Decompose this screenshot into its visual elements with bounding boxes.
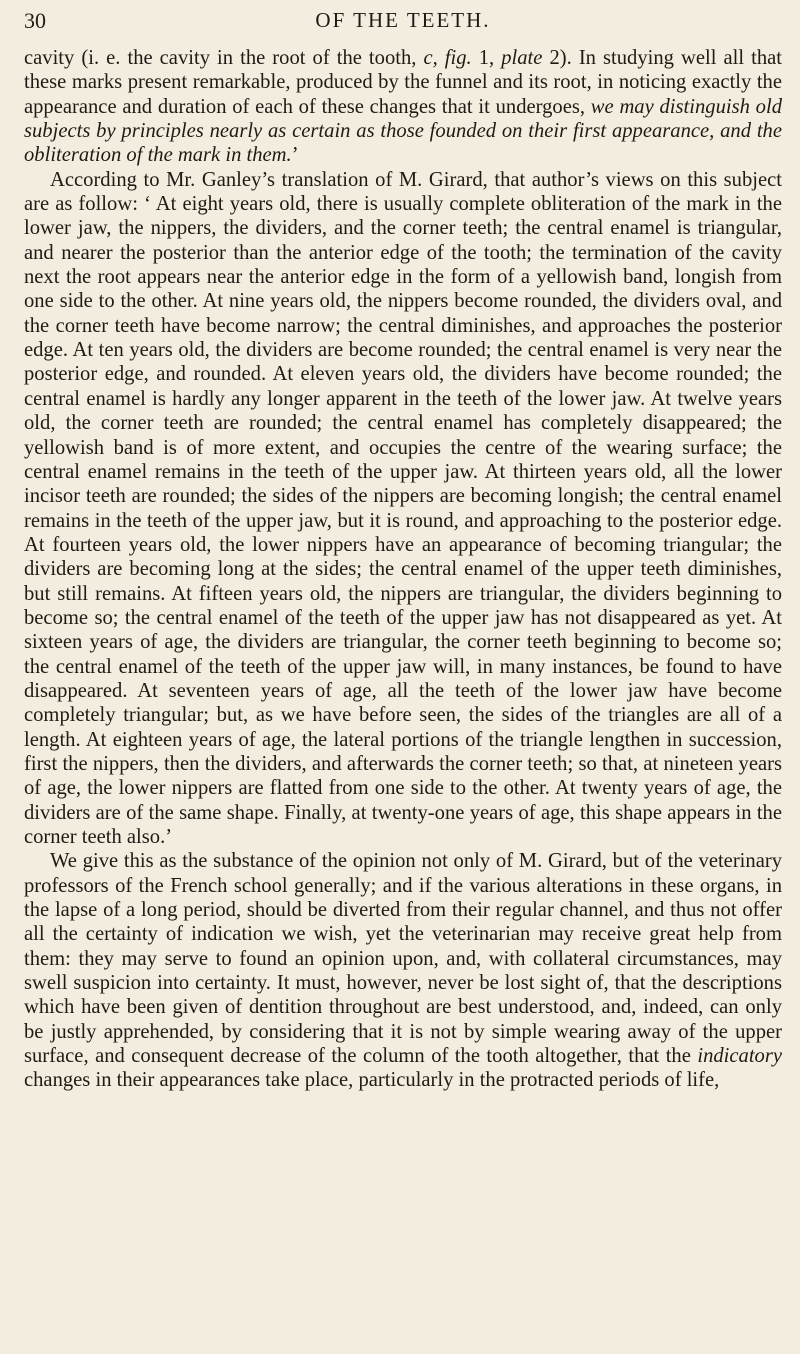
paragraph [24,168,782,850]
paragraph [24,46,782,168]
italic-text: plate [501,47,543,69]
body-text [24,46,782,1093]
text-run: We give this as the substance of the opinion not only of M. Girard, but of the veterinary professors of the French school generally; and if the various alterations in these organs, in the lapse of a long period, should be diverted from their regular channel, and thus not offer all the certainty of indication we wish, yet the veterinarian may receive great help from them: they may serve to found an opinion upon, and, with collateral circumstances, may swell suspicion into certainty. It must, however, never be lost sight of, that the descriptions which have been given of dentition throughout are best understood, and, indeed, can only be justly apprehended, by considering that it is not by simple wearing away of the upper surface, and consequent decrease of the column of the tooth altogether, that the [24,850,782,1068]
text-run: According to Mr. Ganley’s translation of M. Girard, that author’s views on this subject are as follow: ‘ At eight years old, there is usually complete obliteration of the mark in the lower jaw, the nippers, the dividers, and the corner teeth; the central enamel is triangular, and nearer the posterior than the anterior edge of the tooth; the termination of the cavity next the root appears near the anterior edge in the form of a yellowish band, longish from one side to the other. At nine years old, the nippers become rounded, the dividers oval, and the corner teeth have become narrow; the central diminishes, and approaches the posterior edge. At ten years old, the dividers are become rounded; the central enamel is very near the posterior edge, and rounded. At eleven years old, the dividers have become rounded; the central enamel is hardly any longer apparent in the teeth of the lower jaw. At twelve years old, the corner teeth are rounded; the central enamel has completely disappeared; the yellowish band is of more extent, and occupies the centre of the wearing surface; the central enamel remains in the teeth of the upper jaw. At thirteen years old, all the lower incisor teeth are rounded; the sides of the nippers are becoming longish; the central enamel remains in the teeth of the upper jaw, but it is round, and approaching to the posterior edge. At fourteen years old, the lower nippers have an appearance of becoming triangular; the dividers are becoming long at the sides; the central enamel of the upper teeth diminishes, but still remains. At fifteen years old, the nippers are triangular, the dividers beginning to become so; the central enamel of the teeth of the upper jaw has not disappeared as yet. At sixteen years of age, the dividers are triangular, the corner teeth beginning to become so; the central enamel of the teeth of the upper jaw will, in many instances, be found to have disappeared. At seventeen years of age, all the teeth of the lower jaw have become completely triangular; but, as we have before seen, the sides of the triangles are all of a length. At eighteen years of age, the lateral portions of the triangle lengthen in succession, first the nippers, then the dividers, and afterwards the corner teeth; so that, at nineteen years of age, the lower nippers are flatted from one side to the other. At twenty years of age, the dividers are of the same shape. Finally, at twenty-one years of age, this shape appears in the corner teeth also.’ [24,168,782,848]
page-number: 30 [24,8,46,33]
italic-text: c, fig. [423,47,472,69]
text-run: cavity (i. e. the cavity in the root of the tooth, [24,47,424,69]
text-run: 2). In studying well all that these marks present remarkable, produced by the funnel and its root, in noticing exactly the appearance and duration of each of these changes that it undergoes, [24,47,783,118]
text-run: 1, [471,47,502,69]
italic-text: indicatory [697,1045,782,1068]
text-run: changes in their appearances take place, particularly in the protracted periods of life, [24,1069,720,1092]
page-header [24,0,782,46]
text-run: ’ [291,144,299,167]
italic-text: we may distinguish old subjects by principles nearly as certain as those founded on their first appearance, and the obliteration of the mark in them. [24,95,782,167]
running-head: OF THE TEETH. [315,8,491,32]
paragraph [24,849,782,1092]
